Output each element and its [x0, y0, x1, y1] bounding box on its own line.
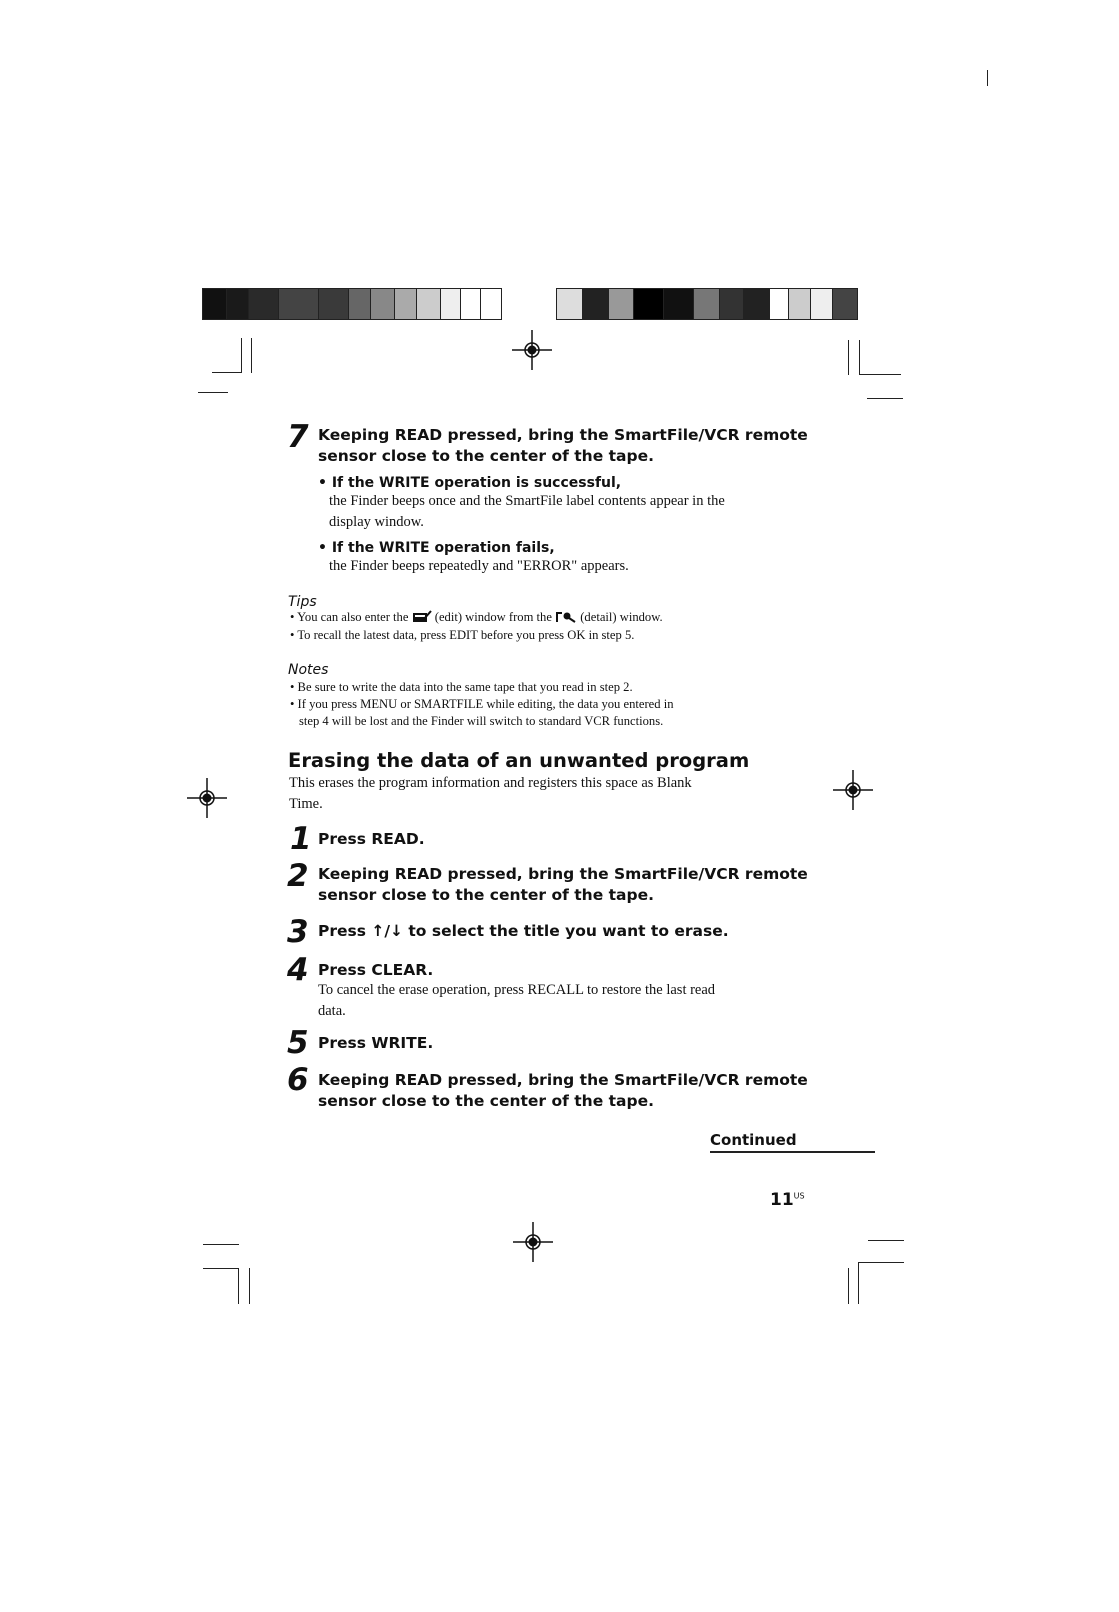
- step-number: 2: [287, 858, 309, 894]
- step-number: 3: [287, 914, 309, 950]
- step-text: Keeping READ pressed, bring the SmartFile/VCR remote: [318, 426, 808, 444]
- crop-mark: [858, 1262, 859, 1304]
- crop-mark: [867, 398, 903, 399]
- crop-mark: [251, 338, 252, 373]
- step-number: 6: [287, 1062, 309, 1098]
- tips-label: Tips: [288, 594, 317, 610]
- step-text: Keeping READ pressed, bring the SmartFile/VCR remote: [318, 1071, 808, 1089]
- step-text: Keeping READ pressed, bring the SmartFile/VCR remote: [318, 865, 808, 883]
- step-note: data.: [318, 1003, 346, 1019]
- result-text: the Finder beeps once and the SmartFile label contents appear in the: [329, 493, 725, 509]
- crop-mark: [238, 1268, 239, 1304]
- detail-icon: [555, 610, 577, 623]
- section-intro: This erases the program information and registers this space as Blank: [289, 775, 692, 791]
- crop-mark: [241, 338, 242, 373]
- notes-label: Notes: [288, 662, 329, 678]
- section-heading: Erasing the data of an unwanted program: [288, 749, 750, 772]
- crop-mark: [858, 1262, 904, 1263]
- step-number: 1: [290, 821, 312, 857]
- crop-mark: [198, 392, 228, 393]
- tip-text: • You can also enter the: [290, 610, 409, 624]
- page-number-value: 11: [770, 1190, 794, 1210]
- note-item: • If you press MENU or SMARTFILE while editing, the data you entered in: [290, 697, 674, 711]
- step-number: 7: [287, 419, 309, 455]
- tip-text: (detail) window.: [580, 610, 663, 624]
- result-heading: • If the WRITE operation is successful,: [318, 475, 622, 491]
- step-number: 4: [287, 952, 309, 988]
- tip-item: • To recall the latest data, press EDIT before you press OK in step 5.: [290, 628, 635, 642]
- crop-mark: [203, 1244, 239, 1245]
- color-bar-left: [202, 288, 502, 320]
- continued-rule: [710, 1151, 875, 1153]
- tip-text: (edit) window from the: [434, 610, 552, 624]
- result-heading: • If the WRITE operation fails,: [318, 540, 555, 556]
- step-text: sensor close to the center of the tape.: [318, 1092, 654, 1110]
- crop-mark: [868, 1240, 904, 1241]
- step-text: sensor close to the center of the tape.: [318, 447, 654, 465]
- result-text: the Finder beeps repeatedly and "ERROR" appears.: [329, 558, 629, 574]
- note-item: step 4 will be lost and the Finder will switch to standard VCR functions.: [299, 714, 664, 728]
- page-number-suffix: US: [793, 1191, 805, 1201]
- registration-mark-bottom-icon: [513, 1222, 553, 1262]
- crop-mark: [987, 70, 988, 86]
- step-text: Press WRITE.: [318, 1034, 434, 1052]
- step-text: sensor close to the center of the tape.: [318, 886, 654, 904]
- tip-item: [290, 609, 663, 626]
- step-text: Press READ.: [318, 830, 425, 848]
- crop-mark: [249, 1268, 250, 1304]
- crop-mark: [859, 340, 860, 375]
- step-number: 5: [287, 1025, 309, 1061]
- registration-mark-top-icon: [512, 330, 552, 370]
- crop-mark: [859, 374, 901, 375]
- crop-mark: [203, 1268, 239, 1269]
- registration-mark-left-icon: [187, 778, 227, 818]
- registration-mark-right-icon: [833, 770, 873, 810]
- crop-mark: [212, 372, 242, 373]
- step-text: Press ↑/↓ to select the title you want to erase.: [318, 922, 729, 940]
- color-bar-right: [556, 288, 858, 320]
- step-text: Press CLEAR.: [318, 961, 434, 979]
- result-text: display window.: [329, 514, 424, 530]
- page-number: [770, 1190, 805, 1210]
- step-note: To cancel the erase operation, press RECALL to restore the last read: [318, 982, 716, 998]
- note-item: • Be sure to write the data into the same tape that you read in step 2.: [290, 680, 633, 694]
- crop-mark: [848, 1268, 849, 1304]
- continued-label: Continued: [710, 1131, 797, 1149]
- crop-mark: [848, 340, 849, 375]
- edit-icon: [412, 610, 432, 623]
- section-intro: Time.: [289, 796, 323, 812]
